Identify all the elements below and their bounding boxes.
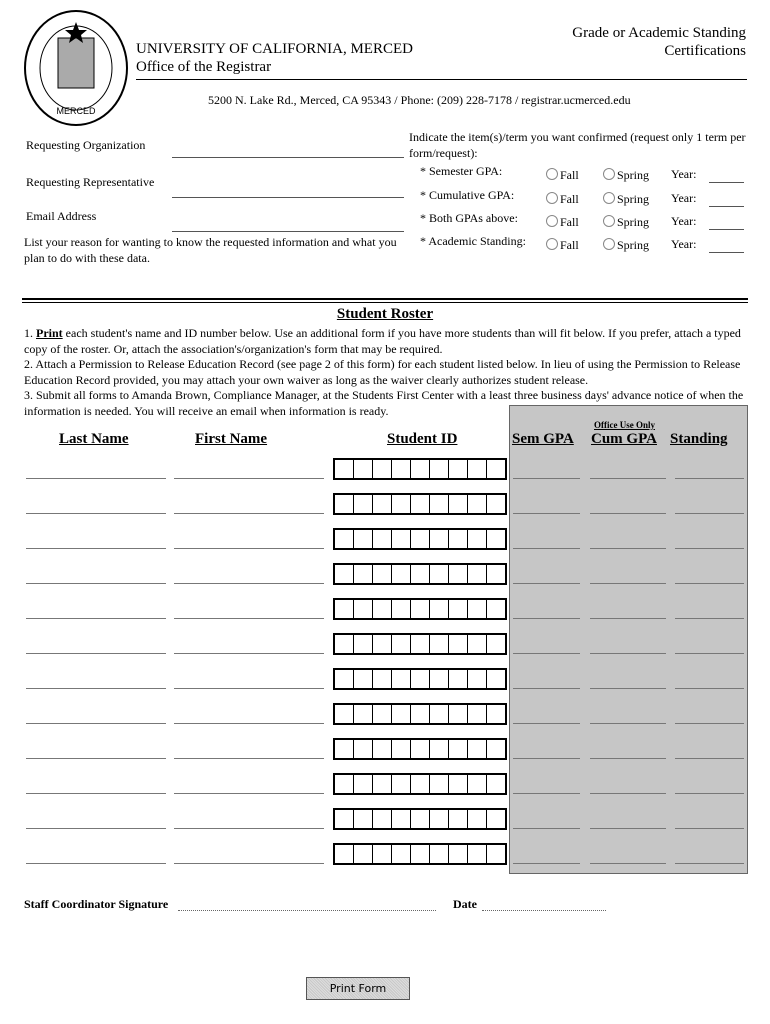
- radio-icon: [546, 215, 558, 227]
- id-digit-cell[interactable]: [468, 495, 487, 513]
- cum-gpa-field: [590, 548, 666, 549]
- id-digit-cell[interactable]: [411, 845, 430, 863]
- id-digit-cell[interactable]: [411, 635, 430, 653]
- office-use-label: Office Use Only: [594, 420, 655, 430]
- id-digit-cell[interactable]: [392, 460, 411, 478]
- id-digit-cell[interactable]: [487, 740, 505, 758]
- id-digit-cell[interactable]: [468, 810, 487, 828]
- spring-label: Spring: [617, 168, 650, 182]
- id-digit-cell[interactable]: [392, 495, 411, 513]
- id-digit-cell[interactable]: [373, 775, 392, 793]
- id-digit-cell[interactable]: [354, 460, 373, 478]
- id-digit-cell[interactable]: [373, 565, 392, 583]
- id-digit-cell[interactable]: [335, 495, 354, 513]
- cum-gpa-field: [590, 583, 666, 584]
- university-seal-logo: [22, 8, 130, 128]
- first-name-field[interactable]: [174, 653, 324, 654]
- id-digit-cell[interactable]: [449, 740, 468, 758]
- id-digit-cell[interactable]: [354, 635, 373, 653]
- year-label: Year:: [671, 214, 697, 228]
- id-digit-cell[interactable]: [373, 810, 392, 828]
- roster-title: Student Roster: [336, 306, 434, 322]
- id-digit-cell[interactable]: [373, 495, 392, 513]
- sem-gpa-field: [513, 653, 580, 654]
- first-name-field[interactable]: [174, 513, 324, 514]
- id-digit-cell[interactable]: [487, 495, 505, 513]
- student-id-field[interactable]: [333, 633, 507, 655]
- id-digit-cell[interactable]: [468, 600, 487, 618]
- id-digit-cell[interactable]: [392, 530, 411, 548]
- last-name-field[interactable]: [26, 513, 166, 514]
- instruction-2: 2. Attach a Permission to Release Education Record (see page 2 of this form) for each student listed below. In lieu of using the Permission to Release Education Record provided, you may attach your own waiver as long as the waiver clearly authorizes student release.: [24, 357, 741, 387]
- id-digit-cell[interactable]: [430, 740, 449, 758]
- student-id-field[interactable]: [333, 563, 507, 585]
- id-digit-cell[interactable]: [392, 600, 411, 618]
- id-digit-cell[interactable]: [468, 635, 487, 653]
- standing-field: [675, 758, 744, 759]
- last-name-field[interactable]: [26, 793, 166, 794]
- id-digit-cell[interactable]: [335, 740, 354, 758]
- id-digit-cell[interactable]: [487, 635, 505, 653]
- id-digit-cell[interactable]: [392, 845, 411, 863]
- id-digit-cell[interactable]: [335, 705, 354, 723]
- id-digit-cell[interactable]: [468, 460, 487, 478]
- year-field[interactable]: [709, 252, 744, 253]
- id-digit-cell[interactable]: [449, 565, 468, 583]
- id-digit-cell[interactable]: [468, 845, 487, 863]
- id-digit-cell[interactable]: [411, 460, 430, 478]
- first-name-field[interactable]: [174, 548, 324, 549]
- id-digit-cell[interactable]: [449, 705, 468, 723]
- id-digit-cell[interactable]: [354, 600, 373, 618]
- student-id-field[interactable]: [333, 843, 507, 865]
- id-digit-cell[interactable]: [411, 495, 430, 513]
- standing-field: [675, 618, 744, 619]
- fall-radio[interactable]: [546, 215, 579, 230]
- cum-gpa-field: [590, 478, 666, 479]
- item-label: * Cumulative GPA:: [420, 188, 515, 202]
- sem-gpa-field: [513, 478, 580, 479]
- instruction-1: each student's name and ID number below. Use an additional form if you have more students than will fit below. If you prefer, attach a typed copy of the roster. Or, attach the association's/organization's form that may be required.: [24, 326, 741, 356]
- sem-gpa-field: [513, 793, 580, 794]
- cum-gpa-field: [590, 758, 666, 759]
- cum-gpa-field: [590, 793, 666, 794]
- university-name: UNIVERSITY OF CALIFORNIA, MERCED: [136, 41, 413, 57]
- radio-icon: [546, 168, 558, 180]
- cum-gpa-field: [590, 828, 666, 829]
- last-name-field[interactable]: [26, 758, 166, 759]
- id-digit-cell[interactable]: [449, 530, 468, 548]
- fall-label: Fall: [560, 238, 579, 252]
- sem-gpa-field: [513, 758, 580, 759]
- email-label: Email Address: [26, 209, 97, 223]
- id-digit-cell[interactable]: [430, 460, 449, 478]
- signature-field[interactable]: [178, 910, 436, 911]
- student-id-field[interactable]: [333, 493, 507, 515]
- student-id-field[interactable]: [333, 458, 507, 480]
- year-field[interactable]: [709, 182, 744, 183]
- fall-radio[interactable]: [546, 238, 579, 253]
- id-digit-cell[interactable]: [354, 810, 373, 828]
- id-digit-cell[interactable]: [392, 810, 411, 828]
- first-name-field[interactable]: [174, 618, 324, 619]
- id-digit-cell[interactable]: [335, 810, 354, 828]
- radio-icon: [603, 215, 615, 227]
- first-name-field[interactable]: [174, 758, 324, 759]
- date-label: Date: [453, 897, 477, 911]
- standing-field: [675, 513, 744, 514]
- id-digit-cell[interactable]: [487, 845, 505, 863]
- id-digit-cell[interactable]: [430, 670, 449, 688]
- standing-field: [675, 828, 744, 829]
- year-label: Year:: [671, 237, 697, 251]
- id-digit-cell[interactable]: [373, 635, 392, 653]
- last-name-field[interactable]: [26, 548, 166, 549]
- col-cum-gpa: Cum GPA: [591, 431, 657, 447]
- id-digit-cell[interactable]: [411, 670, 430, 688]
- last-name-field[interactable]: [26, 863, 166, 864]
- first-name-field[interactable]: [174, 583, 324, 584]
- cum-gpa-field: [590, 653, 666, 654]
- student-id-field[interactable]: [333, 668, 507, 690]
- address: 5200 N. Lake Rd., Merced, CA 95343 / Phone: (209) 228-7178 / registrar.ucmerced.edu: [208, 93, 631, 107]
- col-first-name: First Name: [195, 431, 268, 447]
- print-form-button[interactable]: Print Form: [306, 977, 410, 1000]
- form-title-line1: Grade or Academic Standing: [572, 25, 746, 41]
- id-digit-cell[interactable]: [487, 810, 505, 828]
- id-digit-cell[interactable]: [335, 635, 354, 653]
- fall-label: Fall: [560, 168, 579, 182]
- id-digit-cell[interactable]: [335, 845, 354, 863]
- id-digit-cell[interactable]: [411, 565, 430, 583]
- id-digit-cell[interactable]: [430, 495, 449, 513]
- item-label: * Both GPAs above:: [420, 211, 518, 225]
- year-label: Year:: [671, 191, 697, 205]
- id-digit-cell[interactable]: [430, 565, 449, 583]
- id-digit-cell[interactable]: [449, 670, 468, 688]
- id-digit-cell[interactable]: [354, 530, 373, 548]
- id-digit-cell[interactable]: [430, 530, 449, 548]
- radio-icon: [546, 238, 558, 250]
- id-digit-cell[interactable]: [411, 705, 430, 723]
- org-field[interactable]: [172, 157, 404, 158]
- org-label: Requesting Organization: [26, 138, 146, 152]
- id-digit-cell[interactable]: [411, 810, 430, 828]
- id-digit-cell[interactable]: [411, 775, 430, 793]
- id-digit-cell[interactable]: [487, 530, 505, 548]
- id-digit-cell[interactable]: [430, 775, 449, 793]
- svg-text:MERCED: MERCED: [56, 106, 96, 116]
- id-digit-cell[interactable]: [335, 460, 354, 478]
- id-digit-cell[interactable]: [335, 565, 354, 583]
- sem-gpa-field: [513, 828, 580, 829]
- id-digit-cell[interactable]: [430, 600, 449, 618]
- id-digit-cell[interactable]: [373, 460, 392, 478]
- cum-gpa-field: [590, 688, 666, 689]
- office-use-panel: [509, 405, 748, 874]
- last-name-field[interactable]: [26, 618, 166, 619]
- sem-gpa-field: [513, 688, 580, 689]
- id-digit-cell[interactable]: [430, 845, 449, 863]
- student-id-field[interactable]: [333, 738, 507, 760]
- item-label: * Academic Standing:: [420, 234, 526, 248]
- standing-field: [675, 583, 744, 584]
- student-id-field[interactable]: [333, 598, 507, 620]
- id-digit-cell[interactable]: [449, 635, 468, 653]
- last-name-field[interactable]: [26, 723, 166, 724]
- item-label: * Semester GPA:: [420, 164, 503, 178]
- radio-icon: [603, 238, 615, 250]
- col-sem-gpa: Sem GPA: [512, 431, 574, 447]
- id-digit-cell[interactable]: [411, 530, 430, 548]
- id-digit-cell[interactable]: [449, 845, 468, 863]
- standing-field: [675, 653, 744, 654]
- spring-label: Spring: [617, 238, 650, 252]
- section-divider: [22, 298, 748, 303]
- id-digit-cell[interactable]: [449, 600, 468, 618]
- sem-gpa-field: [513, 618, 580, 619]
- id-digit-cell[interactable]: [335, 775, 354, 793]
- spring-radio[interactable]: [603, 238, 649, 253]
- id-digit-cell[interactable]: [373, 530, 392, 548]
- id-digit-cell[interactable]: [392, 775, 411, 793]
- id-digit-cell[interactable]: [373, 845, 392, 863]
- standing-field: [675, 723, 744, 724]
- id-digit-cell[interactable]: [392, 565, 411, 583]
- id-digit-cell[interactable]: [354, 845, 373, 863]
- last-name-field[interactable]: [26, 653, 166, 654]
- id-digit-cell[interactable]: [373, 740, 392, 758]
- id-digit-cell[interactable]: [468, 740, 487, 758]
- last-name-field[interactable]: [26, 583, 166, 584]
- cum-gpa-field: [590, 513, 666, 514]
- standing-field: [675, 793, 744, 794]
- date-field[interactable]: [482, 910, 606, 911]
- rep-label: Requesting Representative: [26, 175, 155, 189]
- id-digit-cell[interactable]: [449, 810, 468, 828]
- id-digit-cell[interactable]: [430, 705, 449, 723]
- student-id-field[interactable]: [333, 528, 507, 550]
- id-digit-cell[interactable]: [392, 705, 411, 723]
- id-digit-cell[interactable]: [392, 635, 411, 653]
- sem-gpa-field: [513, 583, 580, 584]
- id-digit-cell[interactable]: [335, 600, 354, 618]
- id-digit-cell[interactable]: [373, 600, 392, 618]
- rep-field[interactable]: [172, 197, 404, 198]
- standing-field: [675, 478, 744, 479]
- reason-label: List your reason for wanting to know the requested information and what you plan to do with these data.: [24, 235, 397, 265]
- first-name-field[interactable]: [174, 478, 324, 479]
- standing-field: [675, 548, 744, 549]
- sem-gpa-field: [513, 513, 580, 514]
- id-digit-cell[interactable]: [487, 705, 505, 723]
- id-digit-cell[interactable]: [354, 705, 373, 723]
- first-name-field[interactable]: [174, 828, 324, 829]
- fall-label: Fall: [560, 192, 579, 206]
- i1-num: 1.: [24, 326, 36, 340]
- year-field[interactable]: [709, 229, 744, 230]
- office-name: Office of the Registrar: [136, 59, 272, 75]
- id-digit-cell[interactable]: [373, 670, 392, 688]
- radio-icon: [603, 192, 615, 204]
- first-name-field[interactable]: [174, 688, 324, 689]
- spring-radio[interactable]: [603, 192, 649, 207]
- id-digit-cell[interactable]: [335, 530, 354, 548]
- standing-field: [675, 688, 744, 689]
- id-digit-cell[interactable]: [449, 495, 468, 513]
- spring-label: Spring: [617, 192, 650, 206]
- year-field[interactable]: [709, 206, 744, 207]
- first-name-field[interactable]: [174, 793, 324, 794]
- id-digit-cell[interactable]: [392, 670, 411, 688]
- id-digit-cell[interactable]: [468, 775, 487, 793]
- first-name-field[interactable]: [174, 863, 324, 864]
- id-digit-cell[interactable]: [392, 740, 411, 758]
- first-name-field[interactable]: [174, 723, 324, 724]
- id-digit-cell[interactable]: [430, 810, 449, 828]
- cum-gpa-field: [590, 618, 666, 619]
- id-digit-cell[interactable]: [487, 600, 505, 618]
- sem-gpa-field: [513, 723, 580, 724]
- standing-field: [675, 863, 744, 864]
- id-digit-cell[interactable]: [468, 670, 487, 688]
- id-digit-cell[interactable]: [468, 530, 487, 548]
- id-digit-cell[interactable]: [487, 565, 505, 583]
- id-digit-cell[interactable]: [373, 705, 392, 723]
- id-digit-cell[interactable]: [487, 775, 505, 793]
- radio-icon: [546, 192, 558, 204]
- sem-gpa-field: [513, 548, 580, 549]
- email-field[interactable]: [172, 231, 404, 232]
- id-digit-cell[interactable]: [487, 460, 505, 478]
- header-divider: [136, 79, 747, 80]
- spring-radio[interactable]: [603, 168, 649, 183]
- spring-radio[interactable]: [603, 215, 649, 230]
- id-digit-cell[interactable]: [411, 600, 430, 618]
- student-id-field[interactable]: [333, 808, 507, 830]
- instruction-3: 3. Submit all forms to Amanda Brown, Compliance Manager, at the Students First Center with a least three business days' advance notice of when the information is needed. You will receive an email when information is ready.: [24, 388, 744, 418]
- id-digit-cell[interactable]: [354, 495, 373, 513]
- fall-radio[interactable]: [546, 168, 579, 183]
- id-digit-cell[interactable]: [354, 670, 373, 688]
- print-emphasis: Print: [36, 326, 63, 340]
- col-standing: Standing: [670, 431, 728, 447]
- spring-label: Spring: [617, 215, 650, 229]
- signature-label: Staff Coordinator Signature: [24, 897, 169, 911]
- form-title-line2: Certifications: [664, 43, 746, 59]
- last-name-field[interactable]: [26, 828, 166, 829]
- student-id-field[interactable]: [333, 703, 507, 725]
- last-name-field[interactable]: [26, 688, 166, 689]
- id-digit-cell[interactable]: [411, 740, 430, 758]
- sem-gpa-field: [513, 863, 580, 864]
- confirm-intro: Indicate the item(s)/term you want confirmed (request only 1 term per form/request):: [409, 130, 746, 160]
- cum-gpa-field: [590, 723, 666, 724]
- id-digit-cell[interactable]: [354, 565, 373, 583]
- id-digit-cell[interactable]: [449, 775, 468, 793]
- id-digit-cell[interactable]: [468, 565, 487, 583]
- fall-label: Fall: [560, 215, 579, 229]
- cum-gpa-field: [590, 863, 666, 864]
- student-id-field[interactable]: [333, 773, 507, 795]
- id-digit-cell[interactable]: [335, 670, 354, 688]
- id-digit-cell[interactable]: [354, 775, 373, 793]
- fall-radio[interactable]: [546, 192, 579, 207]
- year-label: Year:: [671, 167, 697, 181]
- last-name-field[interactable]: [26, 478, 166, 479]
- radio-icon: [603, 168, 615, 180]
- id-digit-cell[interactable]: [430, 635, 449, 653]
- id-digit-cell[interactable]: [354, 740, 373, 758]
- id-digit-cell[interactable]: [449, 460, 468, 478]
- id-digit-cell[interactable]: [468, 705, 487, 723]
- col-last-name: Last Name: [59, 431, 129, 447]
- col-student-id: Student ID: [387, 431, 458, 447]
- id-digit-cell[interactable]: [487, 670, 505, 688]
